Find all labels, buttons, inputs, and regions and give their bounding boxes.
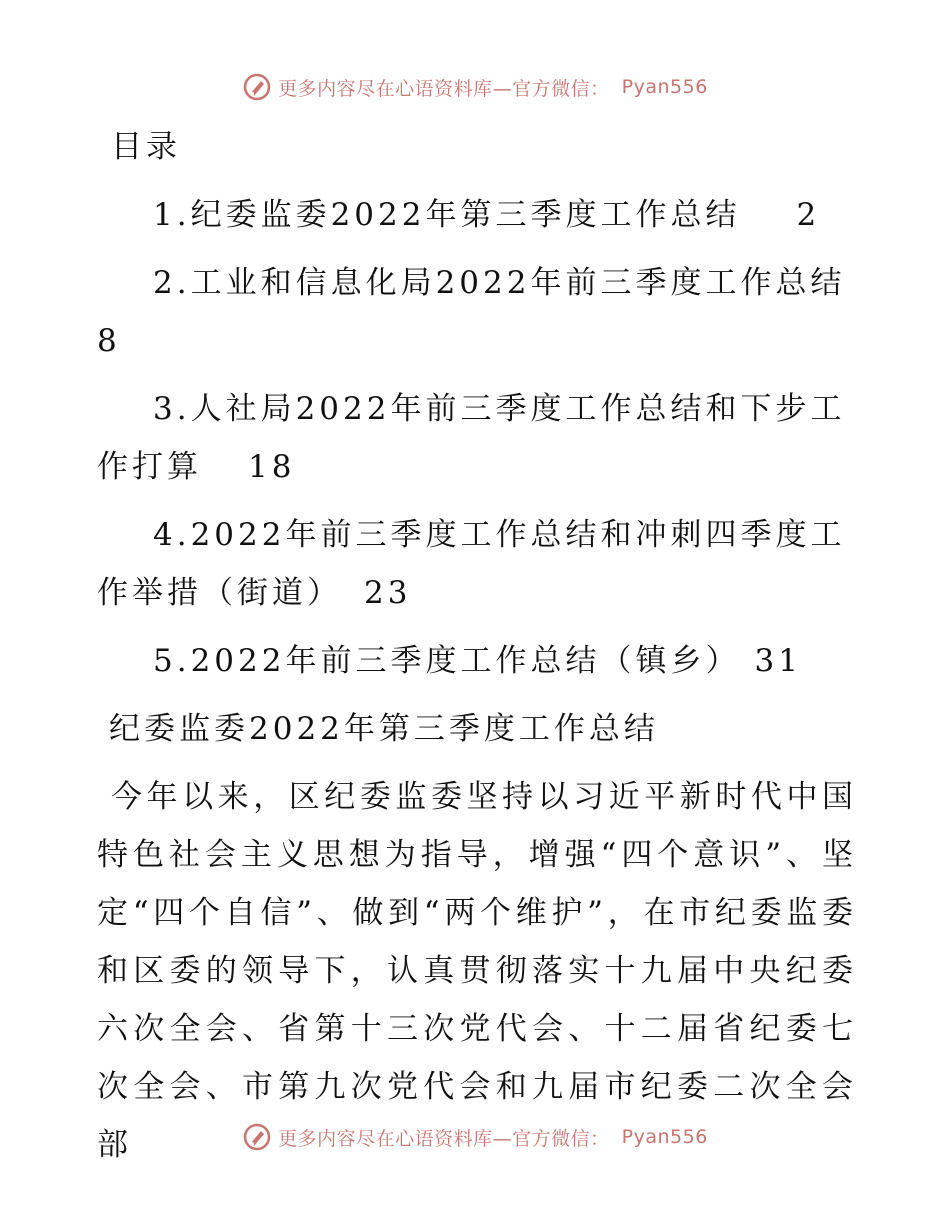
toc-item-label: 3.人社局2022年前三季度工作总结和下步工作打算 (97, 391, 846, 485)
toc-list (97, 186, 857, 690)
toc-item-4[interactable] (97, 506, 857, 622)
toc-item-label: 2.工业和信息化局2022年前三季度工作总结 (153, 265, 846, 301)
watermark-header (0, 72, 950, 102)
watermark-contact: Pyan556 (621, 1126, 708, 1148)
section-title: 纪委监委2022年第三季度工作总结 (109, 711, 659, 747)
watermark-text: 更多内容尽在心语资料库—官方微信： (278, 1127, 610, 1150)
toc-item-label: 1.纪委监委2022年第三季度工作总结 (153, 197, 741, 233)
pen-logo-icon (242, 1122, 272, 1152)
toc-item-2[interactable] (97, 254, 857, 370)
toc-item-3[interactable] (97, 380, 857, 496)
watermark-contact: Pyan556 (621, 76, 708, 98)
watermark-footer (0, 1122, 950, 1152)
watermark-text: 更多内容尽在心语资料库—官方微信： (278, 77, 610, 100)
toc-item-1[interactable] (97, 186, 857, 244)
body-paragraph: 今年以来，区纪委监委坚持以习近平新时代中国特色社会主义思想为指导，增强“四个意识”、坚定“四个自信”、做到“两个维护”，在市纪委监委和区委的领导下，认真贯彻落实十九届中央纪委六次全会、省第十三次党代会、十二届省纪委七次全会、市第九次党代会和九届市纪委二次全会部 (97, 779, 857, 1163)
toc-title: 目录 (111, 129, 181, 165)
document-body (97, 118, 857, 1174)
toc-item-label: 5.2022年前三季度工作总结（镇乡） (153, 643, 741, 679)
toc-item-page: 23 (364, 575, 412, 611)
toc-item-5[interactable] (97, 632, 857, 690)
toc-item-label: 4.2022年前三季度工作总结和冲刺四季度工作举措（街道） (97, 517, 846, 611)
toc-item-page: 8 (97, 323, 121, 359)
toc-item-page: 18 (248, 449, 296, 485)
toc-item-page: 31 (754, 643, 802, 679)
pen-logo-icon (242, 72, 272, 102)
toc-item-page: 2 (796, 197, 821, 233)
